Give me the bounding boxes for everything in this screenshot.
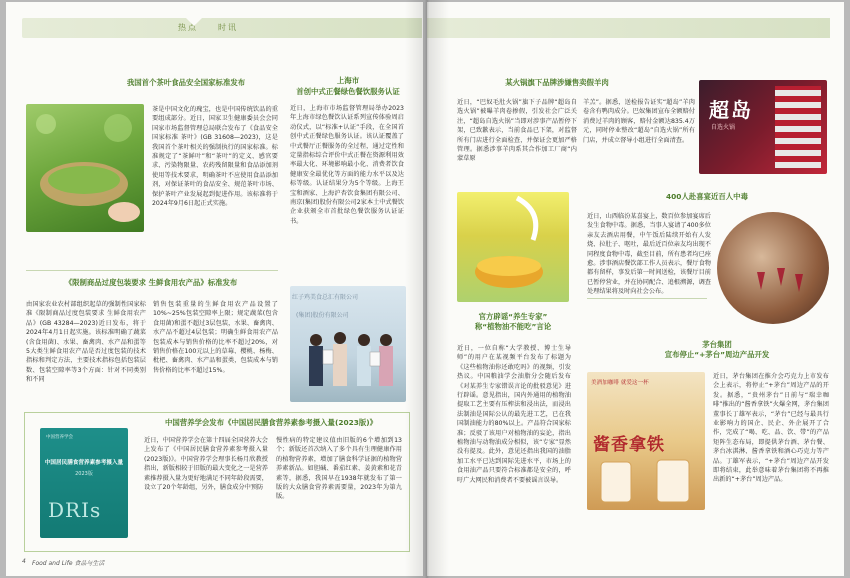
book-edition: 2023版 xyxy=(75,471,93,477)
dri-article-body-col2: 慢性病的特定建议值由旧版的6个增加到13个；新版还首次纳入了多个具有生理健康作用的植物营养素，增加了膳食科学证据的植物营养素新品。如胆碱、番茄红素、姜黄素和花青素等，据悉，我国早在1938年就发布了第一版的大众膳食营养素需要量，2023年为第九版。 xyxy=(276,437,402,501)
oil-title-line2: 称“植物油不能吃”言论 xyxy=(474,322,552,331)
header-tag-hot: 热点 xyxy=(178,23,198,32)
storefront-wall-decor xyxy=(775,86,821,168)
oil-article-body: 近日，一位自称“大学教授、博士生导师”的用户在某视频平台发布了标题为《这些植物油你还敢吃吗》的视频，引发热议。中国粮油学会油脂分会随后发布《对某养生专家错误言论的批驳意见》进行辟谣。意见指出，国内外通用的植物油提取工艺主要有压榨法和浸出法，而浸出法制油是国际公认的最先进工艺，已在我国制油能力的80%以上。产品符合国家标准；反驳了该用户对植物油的妄论，指出植物油与动物油成分相似，该“专家”显然没有提及。此外，意见还指出我国的油脂加工水平已达到国际先进水平，市场上的食用油产品只要符合标准都是安全的，呼吁广大网民和消费者不要被谣言误导。 xyxy=(457,345,571,484)
moutai-title-line1: 茅台集团 xyxy=(702,340,732,349)
dri-article-body-col1: 近日，中国营养学会在第十四届全国营养大会上发布了《中国居民膳食营养素参考摄入量(2023版)》。中国营养学会理事长杨月欣教授指出，新版相较于旧版的最大变化之一是营养素推荐摄入量为更好地满足不同年龄段需要，设立了20个年龄组，另外，膳食成分中预防 xyxy=(144,437,268,492)
poster-sub-text: 美酒加咖啡 就爱这一杯 xyxy=(591,380,649,386)
glasses-illustration xyxy=(717,212,829,324)
shanghai-title-main: 首创中式正餐绿色餐饮服务认证 xyxy=(296,87,400,96)
dri-article-title: 中国营养学会发布《中国居民膳食营养素参考摄入量(2023版)》 xyxy=(164,418,378,427)
header-banner-left xyxy=(22,18,422,38)
poison-article-title: 400人赴喜宴近百人中毒 xyxy=(666,192,748,201)
tea-leaves-image xyxy=(26,104,144,232)
backdrop-text-2: (集团)股份有限公司 xyxy=(296,312,349,319)
book-society: 中国营养学会 xyxy=(46,435,73,440)
moutai-article-body: 近日，茅台集团在推介会巧克力上市发布会上表示，将停止“+茅台”周边产品的开发。据悉，“贵州茅台”日前与“瑞幸咖啡”推出的“酱香拿铁”火爆全网，茅台集团董事长丁雄军表示，“茅台”已经与最具行业影响力的国企、民企、外企展开了合作，完成了“喝、吃、品、饮、带”的产品矩阵生态布局，即提供茅台酒、茅台餐、茅台冰淇淋、酱香拿铁和酒心巧克力等产品。丁雄军表示，“+茅台”周边产品开发即将结束，此举意味着茅台集团将不再推出新的“+茅台”周边产品。 xyxy=(713,373,829,484)
oil-title-line1: 官方辟谣“养生专家” xyxy=(478,312,548,321)
book-abbr: DRIs xyxy=(48,498,102,522)
poison-article-body: 近日，山西临汾某喜宴上，数百位参加宴席后发生食物中毒。据悉，当事人宴请了400多位亲友去酒店用餐，中午饭后陆续开始有人发烧、拉肚子、呕吐，最后近百位亲友均出现不同程度食物中毒，截至目前，所有患者均已痊愈。涉事酒店餐饮部工作人员表示，餐厅食物都有留样，事发后第一时间送检，该餐厅目前已暂停营业，并在协同配合、追根溯源，调查处理结果将及时向社会公布。 xyxy=(587,213,711,296)
packaging-article-body-col2: 销售包装重量的生鲜食用农产品设置了10%~25%包装空隙率上限；规定蔬菜(包含食用菌)和蛋不超过3层包装，水果、畜禽肉、水产品不超过4层包装；明确生鲜食用农产品包装成本与销售价格的比率不超过20%，对销售价格在100元以上的草莓、樱桃、杨梅、枇杷、畜禽肉、水产品和蛋类，包装成本与销售价格的比率不超过15%。 xyxy=(153,301,278,374)
section-divider-right xyxy=(587,298,707,299)
packaging-article-title: 《限制商品过度包装要求 生鲜食用农产品》标准发布 xyxy=(64,278,238,287)
hotpot-storefront-image xyxy=(699,80,827,174)
hotpot-article-title: 某火锅旗下品牌涉嫌售卖假羊肉 xyxy=(505,78,609,87)
right-page xyxy=(427,2,844,576)
people-figures xyxy=(290,286,406,402)
shanghai-title-city: 上海市 xyxy=(336,76,360,85)
book-title: 中国居民膳食营养素参考摄入量 xyxy=(44,460,124,466)
magazine-name: Food and Life 食品与生活 xyxy=(32,560,105,567)
section-divider xyxy=(26,270,278,271)
packaging-article-body-col1: 由国家农业农村部组织起草的强制性国家标准《限制商品过度包装要求 生鲜食用农产品》(GB 43284—2023)近日发布，将于2024年4月1日起实施。该标准明确了蔬菜(含食用菌)、水果、畜禽肉、水产品和蛋等5大类生鲜食用农产品是否过度包装的技术指标和判定方法，主要技术指标包括包装层数、包装空隙率等3个方面：针对不同类别和不同 xyxy=(26,301,146,384)
tea-article-title: 我国首个茶叶食品安全国家标准发布 xyxy=(126,78,246,87)
banner-notch xyxy=(186,18,202,26)
cooking-oil-image xyxy=(457,192,569,302)
tea-article-body: 茶是中国文化的瑰宝，也是中国传统饮品的重要组成部分。近日，国家卫生健康委员会会同国家市场监督管理总局联合发布了《食品安全国家标准 茶叶》(GB 31608—2023)，这是我国首个茶叶相关的强制执行的国家标准。标准规定了“茶鲜叶”和“茶叶”的定义、感官要求、污染物限量、农药残留限量和食品添加剂使用等技术要求，明确茶叶不应使用食品添加剂，对保证茶叶的食品安全、规范茶叶市场、保护茶叶产业发展起到促进作用。该标准将于2024年9月6日起正式实施。 xyxy=(152,106,278,208)
left-page xyxy=(6,2,423,576)
hotpot-article-body-col1: 近日，“巴奴毛肚火锅”旗下子品牌“超岛自选火锅”被曝羊肉卷掺假，引发社会广泛关注，“超岛自选火锅”当即对涉事产品暂停下架，已致歉表示，当前食品已下架，对监督所有门店进行全面检查，并保证会更加严格管理。据悉涉事羊肉系其合作加工厂商“内蒙草原 xyxy=(457,99,577,163)
tea-basket-illustration xyxy=(26,104,144,232)
poster-main-text: 酱香拿铁 xyxy=(593,435,665,455)
dri-book-cover xyxy=(40,428,128,538)
certificate-ceremony-photo xyxy=(290,286,406,402)
backdrop-text-1: 红子鸡美食总汇有限公司 xyxy=(292,294,359,301)
storefront-sign-sub: 自选火锅 xyxy=(711,124,736,131)
header-tag-news: 时讯 xyxy=(218,23,238,32)
storefront-sign: 超岛 xyxy=(709,98,753,122)
shanghai-article-body: 近日，上海市市场监督管理局举办2023年上海市绿色餐饮认证系列宣传体验周启动仪式，以“标准+认证”手段，在全国首创中式正餐绿色服务认证。该认证覆盖了中式餐厅正餐服务的全过程，通过定性和定量指标综合评价中式正餐在资源利用效率最大化、环境影响最小化、消费者饮食健康安全最优化等方面的能力水平以及达标等级。认证结果分为5个等级。上海王宝和酒家、上海沪杏饮食集团有限公司、南京(集团)股份有限公司2家本土中式餐饮企业获颁全市首批绿色餐饮服务认证证书。 xyxy=(290,105,404,225)
oil-bowl-illustration xyxy=(457,192,569,302)
banquet-toast-image xyxy=(717,212,829,324)
moutai-title-line2: 宣布停止“+茅台”周边产品开发 xyxy=(664,350,770,359)
header-banner-right xyxy=(427,18,830,38)
page-number: 4 xyxy=(22,558,26,565)
sauce-latte-poster xyxy=(587,372,705,510)
coffee-cups-illustration xyxy=(587,372,705,510)
hotpot-article-body-col2: 羊羔”。据悉，送检报告证实“超岛”羊肉卷含有鸭肉成分。巴奴集团宣布全额赔付消费过羊肉的顾客，赔付金额达835.4万元，同时停业整改“超岛”自选火锅”所有门店，并成立督导小组进行全面清查。 xyxy=(583,99,695,144)
